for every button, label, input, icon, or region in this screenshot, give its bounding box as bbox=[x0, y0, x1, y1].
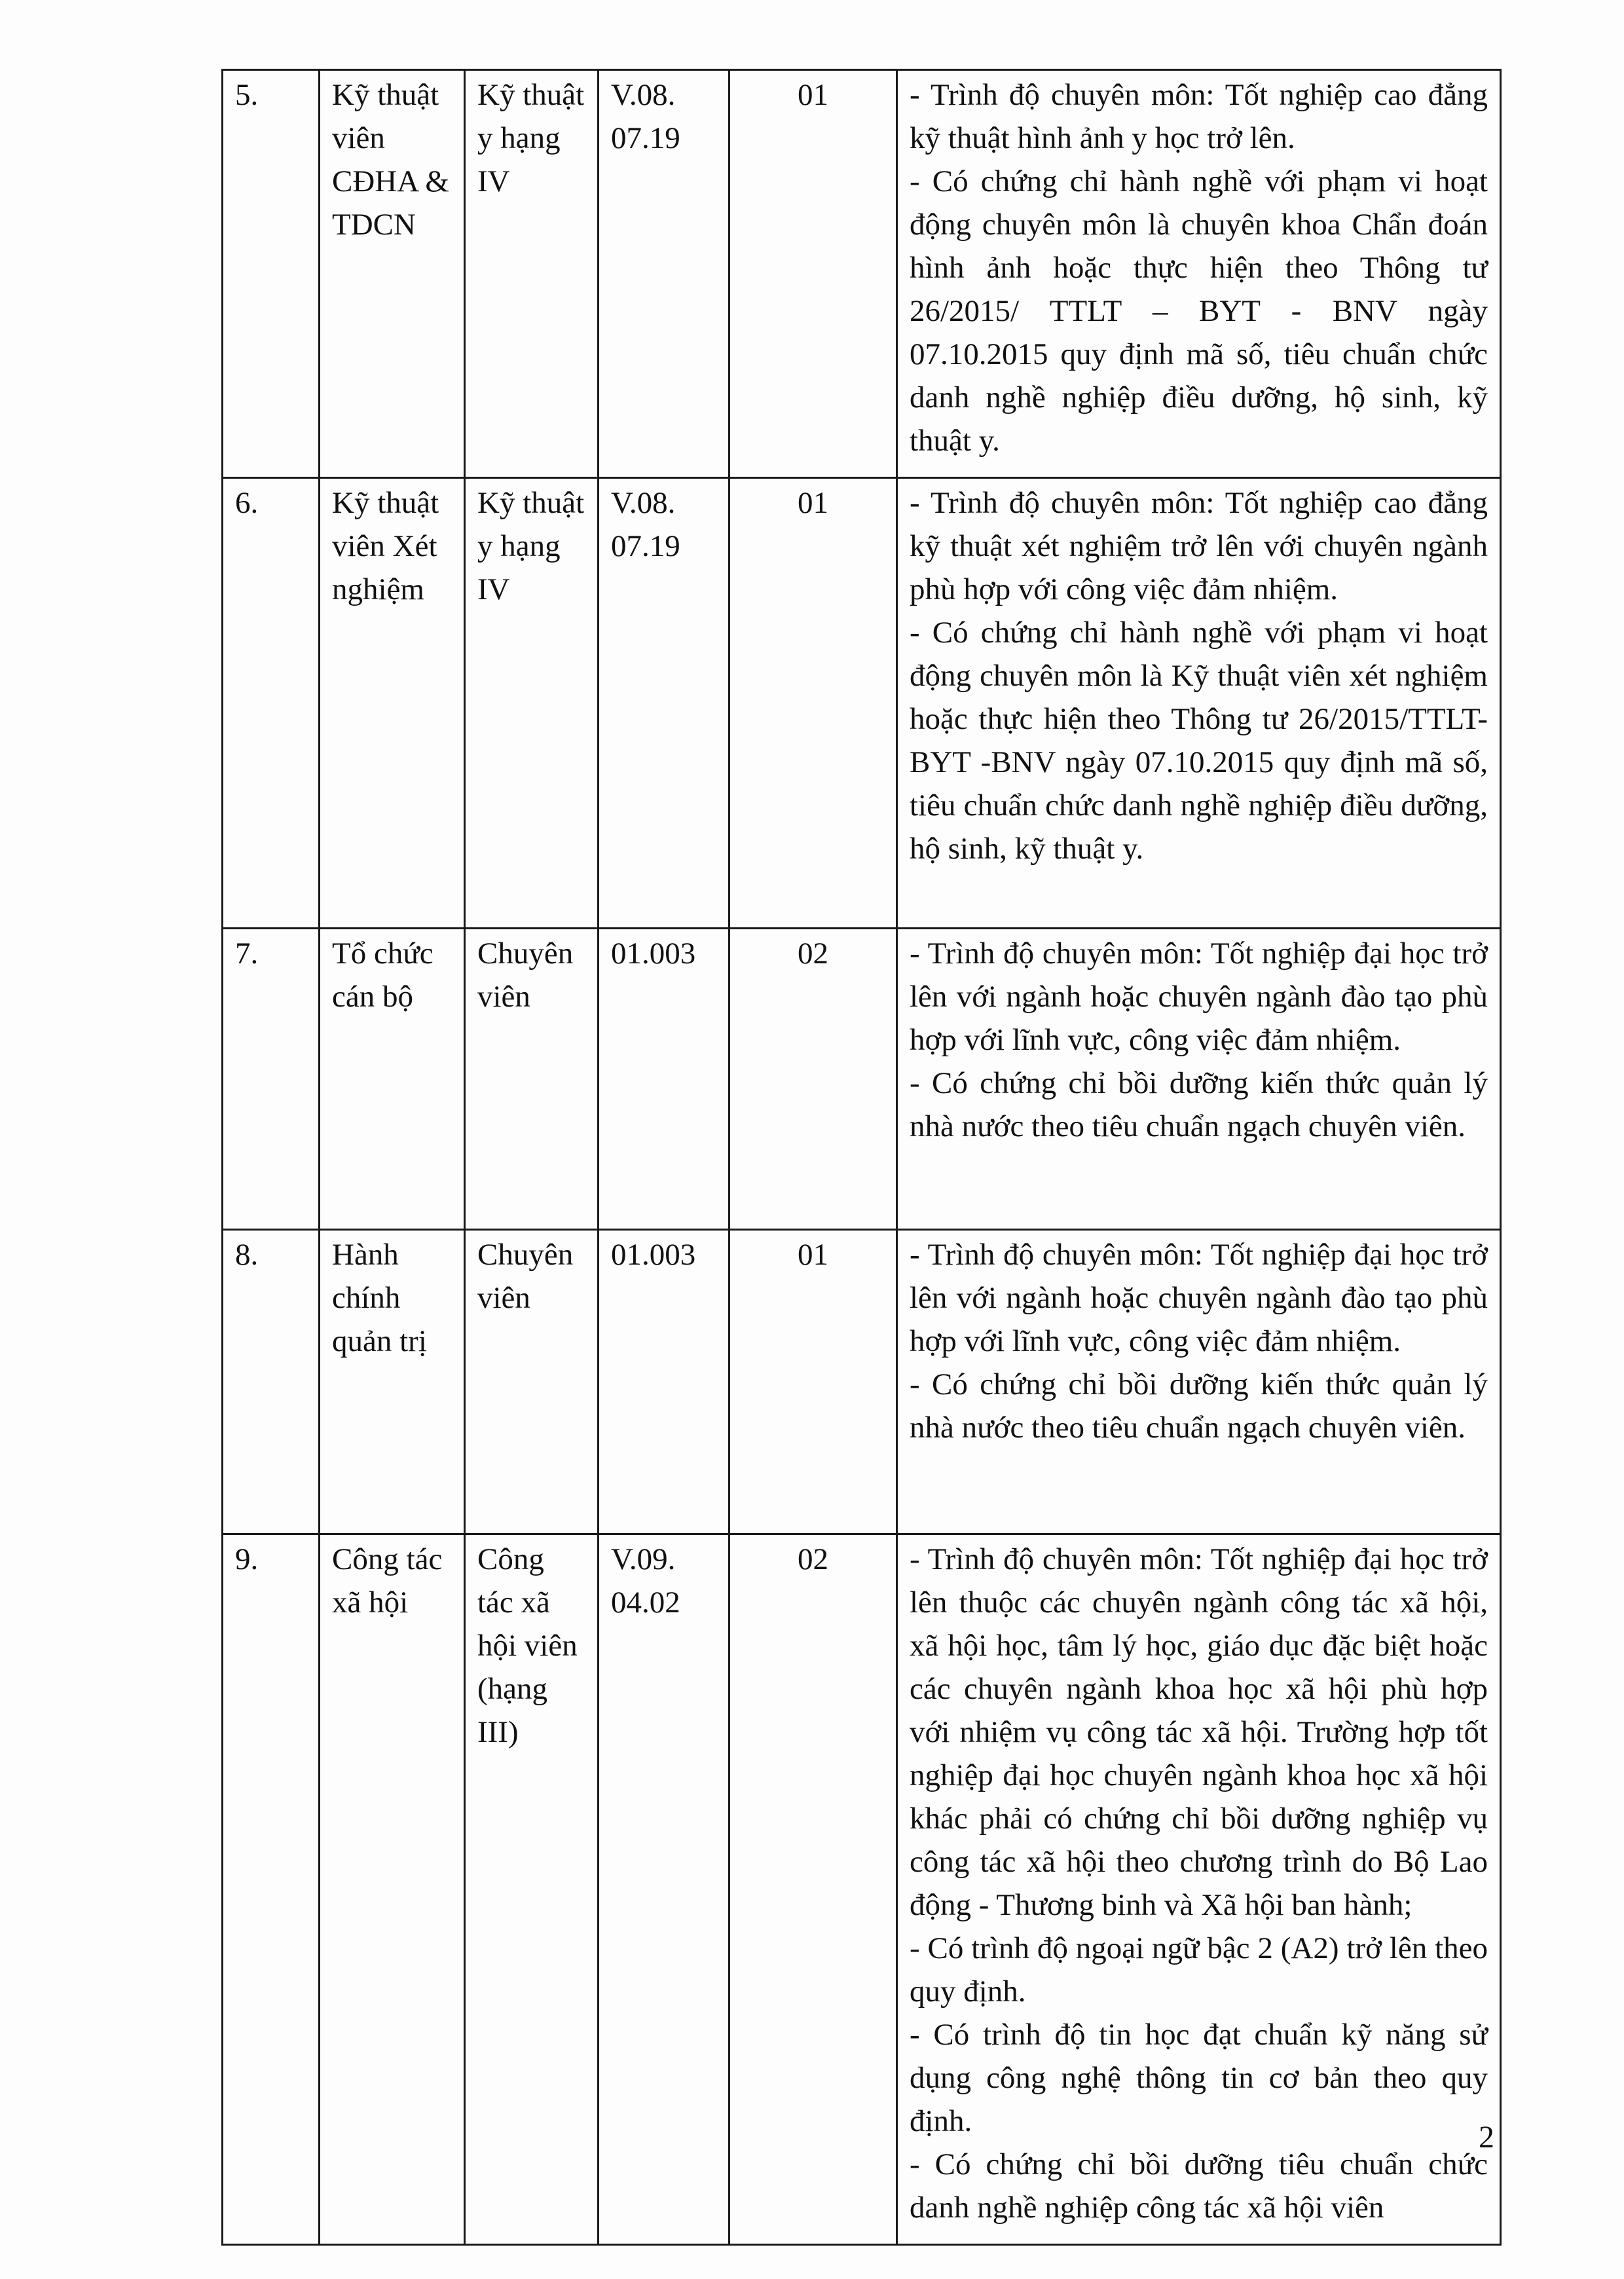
position-name: Tổ chức cán bộ bbox=[320, 929, 465, 1230]
requirement-item: - Trình độ chuyên môn: Tốt nghiệp đại học trở lên với ngành hoặc chuyên ngành đào tạo phù hợp với lĩnh vực, công việc đảm nhiệm. bbox=[910, 936, 1488, 1057]
recruitment-table bbox=[221, 69, 1502, 2246]
requirement-item: - Có chứng chỉ bồi dưỡng kiến thức quản lý nhà nước theo tiêu chuẩn ngạch chuyên viên. bbox=[910, 1367, 1488, 1445]
requirements bbox=[897, 929, 1501, 1230]
job-code: V.08. 07.19 bbox=[599, 478, 729, 929]
requirements bbox=[897, 478, 1501, 929]
requirement-item: - Trình độ chuyên môn: Tốt nghiệp cao đẳng kỹ thuật hình ảnh y học trở lên. bbox=[910, 78, 1488, 155]
table-row bbox=[223, 478, 1501, 929]
job-title: Chuyên viên bbox=[465, 929, 599, 1230]
requirement-item: - Có chứng chỉ hành nghề với phạm vi hoạt động chuyên môn là Kỹ thuật viên xét nghiệm hoặc thực hiện theo Thông tư 26/2015/TTLT- BYT -BNV ngày 07.10.2015 quy định mã số, tiêu chuẩn chức danh nghề nghiệp điều dưỡng, hộ sinh, kỹ thuật y. bbox=[910, 616, 1488, 866]
requirements bbox=[897, 70, 1501, 478]
job-title: Chuyên viên bbox=[465, 1230, 599, 1534]
requirement-item: - Có trình độ ngoại ngữ bậc 2 (A2) trở lên theo quy định. bbox=[910, 1931, 1488, 2009]
quantity: 01 bbox=[729, 70, 897, 478]
requirement-item: - Trình độ chuyên môn: Tốt nghiệp đại học trở lên với ngành hoặc chuyên ngành đào tạo phù hợp với lĩnh vực, công việc đảm nhiệm. bbox=[910, 1238, 1488, 1358]
row-number: 6. bbox=[223, 478, 320, 929]
job-title: Kỹ thuật y hạng IV bbox=[465, 70, 599, 478]
job-title: Công tác xã hội viên (hạng III) bbox=[465, 1534, 599, 2245]
position-name: Kỹ thuật viên Xét nghiệm bbox=[320, 478, 465, 929]
requirements bbox=[897, 1534, 1501, 2245]
quantity: 01 bbox=[729, 478, 897, 929]
position-name: Công tác xã hội bbox=[320, 1534, 465, 2245]
page-number: 2 bbox=[1479, 2120, 1494, 2155]
row-number: 8. bbox=[223, 1230, 320, 1534]
requirement-item: - Có trình độ tin học đạt chuẩn kỹ năng sử dụng công nghệ thông tin cơ bản theo quy định. bbox=[910, 2018, 1488, 2138]
position-name: Kỹ thuật viên CĐHA & TDCN bbox=[320, 70, 465, 478]
quantity: 02 bbox=[729, 929, 897, 1230]
position-name: Hành chính quản trị bbox=[320, 1230, 465, 1534]
requirement-item: - Có chứng chỉ bồi dưỡng tiêu chuẩn chức danh nghề nghiệp công tác xã hội viên bbox=[910, 2147, 1488, 2225]
table-row bbox=[223, 70, 1501, 478]
job-code: V.08. 07.19 bbox=[599, 70, 729, 478]
quantity: 01 bbox=[729, 1230, 897, 1534]
quantity: 02 bbox=[729, 1534, 897, 2245]
table-row bbox=[223, 929, 1501, 1230]
table-row bbox=[223, 1230, 1501, 1534]
job-code: V.09. 04.02 bbox=[599, 1534, 729, 2245]
requirement-item: - Có chứng chỉ hành nghề với phạm vi hoạt động chuyên môn là chuyên khoa Chẩn đoán hình ảnh hoặc thực hiện theo Thông tư 26/2015/ TTLT – BYT - BNV ngày 07.10.2015 quy định mã số, tiêu chuẩn chức danh nghề nghiệp điều dưỡng, hộ sinh, kỹ thuật y. bbox=[910, 164, 1488, 458]
table-row bbox=[223, 1534, 1501, 2245]
job-code: 01.003 bbox=[599, 929, 729, 1230]
row-number: 9. bbox=[223, 1534, 320, 2245]
row-number: 5. bbox=[223, 70, 320, 478]
job-code: 01.003 bbox=[599, 1230, 729, 1534]
row-number: 7. bbox=[223, 929, 320, 1230]
requirement-item: - Có chứng chỉ bồi dưỡng kiến thức quản lý nhà nước theo tiêu chuẩn ngạch chuyên viên. bbox=[910, 1066, 1488, 1143]
requirements bbox=[897, 1230, 1501, 1534]
requirement-item: - Trình độ chuyên môn: Tốt nghiệp cao đẳng kỹ thuật xét nghiệm trở lên với chuyên ngành phù hợp với công việc đảm nhiệm. bbox=[910, 486, 1488, 606]
requirement-item: - Trình độ chuyên môn: Tốt nghiệp đại học trở lên thuộc các chuyên ngành công tác xã hội, xã hội học, tâm lý học, giáo dục đặc biệt hoặc các chuyên ngành khoa học xã hội phù hợp với nhiệm vụ công tác xã hội. Trường hợp tốt nghiệp đại học chuyên ngành khoa học xã hội khác phải có chứng chỉ bồi dưỡng nghiệp vụ công tác xã hội theo chương trình do Bộ Lao động - Thương binh và Xã hội ban hành; bbox=[910, 1542, 1488, 1922]
job-title: Kỹ thuật y hạng IV bbox=[465, 478, 599, 929]
